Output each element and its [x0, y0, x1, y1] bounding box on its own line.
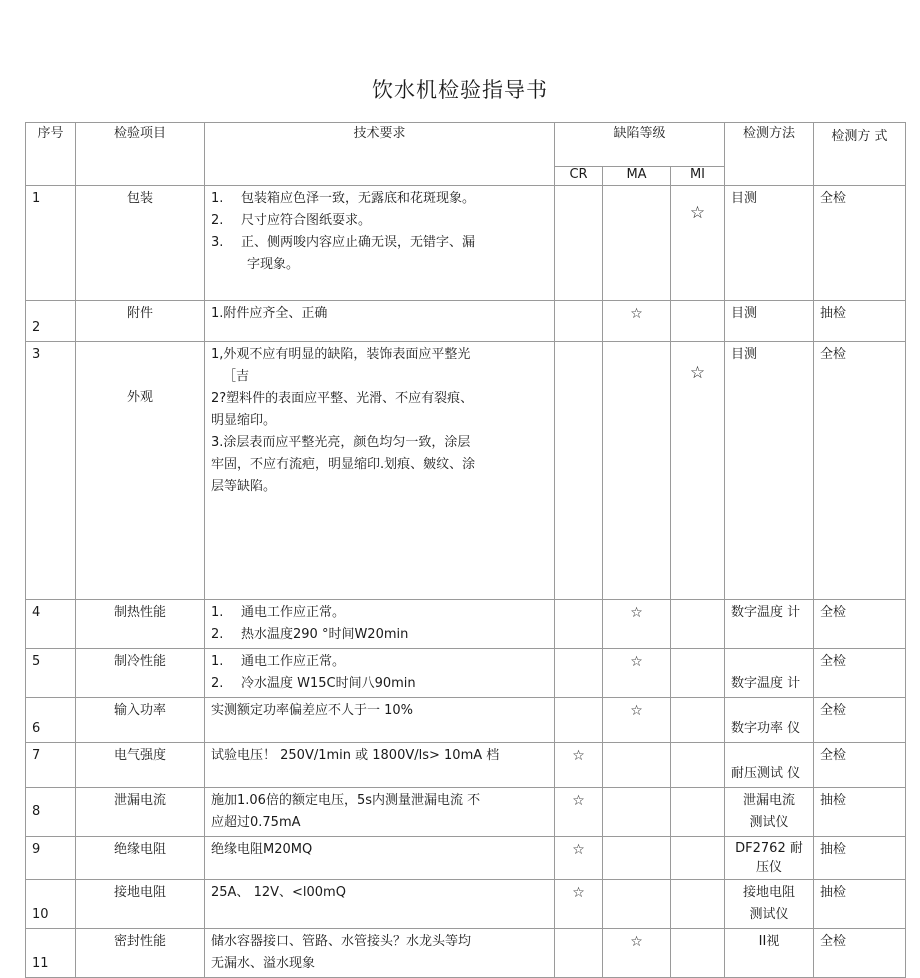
table-row [26, 186, 906, 301]
requirement-text: 正、侧两唆内容应止确无误，无错字、漏 [241, 235, 476, 250]
mode-cell: 全检 [814, 600, 906, 649]
inspection-item: 绝缘电阻 [76, 837, 205, 880]
mode-cell: 抽检 [814, 837, 906, 880]
ma-cell [603, 743, 671, 788]
method-cell: 目测 [725, 301, 814, 342]
mode-cell: 全检 [814, 698, 906, 743]
row-number-text: 10 [32, 907, 49, 922]
method-text: 测试仪 [749, 815, 789, 830]
requirement-text: 应超过0.75mA [211, 815, 301, 830]
list-number: 2. [211, 213, 224, 228]
cr-cell [555, 698, 603, 743]
table-row [26, 929, 906, 978]
mi-cell [671, 600, 725, 649]
cr-cell [555, 600, 603, 649]
ma-cell [603, 649, 671, 698]
header-item: 检验项目 [76, 123, 205, 186]
ma-cell [603, 698, 671, 743]
list-number: 1. [211, 654, 224, 669]
inspection-item: 制热性能 [76, 600, 205, 649]
inspection-item [76, 342, 205, 600]
requirement-cell [205, 186, 555, 301]
method-text: 接地电阻 [742, 885, 795, 900]
inspection-item: 密封性能 [76, 929, 205, 978]
star-icon: ☆ [630, 934, 643, 950]
requirement-cell [205, 788, 555, 837]
method-cell: 数字温度 计 [725, 600, 814, 649]
header-method: 检测方法 [725, 123, 814, 186]
header-ma: MA [603, 167, 671, 186]
cr-cell [555, 929, 603, 978]
inspection-item: 接地电阻 [76, 880, 205, 929]
requirement-text: 牢固，不应冇流疤，明显缩印.划痕、皴纹、涂 [211, 457, 476, 472]
row-number: 3 [26, 342, 76, 600]
ma-cell [603, 600, 671, 649]
ma-cell [603, 788, 671, 837]
row-number: 7 [26, 743, 76, 788]
table-row [26, 600, 906, 649]
list-number: 3. [211, 235, 224, 250]
row-number: 9 [26, 837, 76, 880]
mi-cell [671, 880, 725, 929]
mi-cell [671, 698, 725, 743]
requirement-text: 冷水温度 W15C时间八90min [241, 676, 416, 691]
mi-cell [671, 342, 725, 600]
mode-cell: 全检 [814, 342, 906, 600]
cr-cell [555, 301, 603, 342]
cr-cell [555, 788, 603, 837]
method-cell [725, 788, 814, 837]
requirement-text: 绝缘电阻M20MQ [205, 837, 555, 880]
method-cell [725, 743, 814, 788]
row-number [26, 788, 76, 837]
header-mode: 检测方 式 [814, 123, 906, 186]
inspection-item: 包装 [76, 186, 205, 301]
cr-cell [555, 880, 603, 929]
row-number [26, 301, 76, 342]
row-number-text: 2 [32, 320, 41, 335]
header-no: 序号 [26, 123, 76, 186]
inspection-item: 制冷性能 [76, 649, 205, 698]
row-number: 4 [26, 600, 76, 649]
header-defect-level: 缺陷等级 [555, 123, 725, 167]
requirement-cell [205, 649, 555, 698]
star-icon: ☆ [572, 748, 585, 764]
inspection-table [25, 122, 906, 978]
inspection-item: 泄漏电流 [76, 788, 205, 837]
table-row [26, 837, 906, 880]
requirement-text: 无漏水、溢水现象 [211, 956, 316, 971]
list-number: 2. [211, 676, 224, 691]
table-row [26, 649, 906, 698]
requirement-cell [205, 342, 555, 600]
table-row [26, 342, 906, 600]
method-cell [725, 698, 814, 743]
table-row [26, 698, 906, 743]
table-row [26, 743, 906, 788]
row-number [26, 929, 76, 978]
requirement-text: 通电工作应正常。 [241, 605, 346, 620]
star-icon: ☆ [630, 306, 643, 322]
star-icon: ☆ [572, 842, 585, 858]
requirement-text: 施加1.06倍的额定电压，5s内测量泄漏电流 不 [211, 793, 481, 808]
cr-cell [555, 649, 603, 698]
inspection-item: 输入功率 [76, 698, 205, 743]
requirement-cell [205, 929, 555, 978]
row-number [26, 880, 76, 929]
mode-cell: 抽检 [814, 880, 906, 929]
mode-cell: 全检 [814, 186, 906, 301]
mi-cell [671, 837, 725, 880]
method-text: 测试仪 [749, 907, 789, 922]
requirement-cell [205, 600, 555, 649]
list-number: 1. [211, 605, 224, 620]
mode-cell: 全检 [814, 929, 906, 978]
row-number [26, 698, 76, 743]
requirement-text: 实测额定功率偏差应不人于一 10% [205, 698, 555, 743]
ma-cell [603, 301, 671, 342]
cr-cell [555, 837, 603, 880]
requirement-text: 2?塑料件的表面应平整、光滑、不应有裂痕、 [211, 391, 474, 406]
row-number-text: 8 [32, 804, 41, 819]
cr-cell [555, 186, 603, 301]
method-text: 压仪 [755, 860, 782, 875]
star-icon: ☆ [630, 654, 643, 670]
star-icon: ☆ [630, 605, 643, 621]
header-cr: CR [555, 167, 603, 186]
mi-cell [671, 186, 725, 301]
mode-cell: 全检 [814, 649, 906, 698]
requirement-text: 热水温度290 °时间W20min [241, 627, 409, 642]
method-cell: II视 [725, 929, 814, 978]
requirement-text: 1.附件应齐全、正确 [205, 301, 555, 342]
row-number: 5 [26, 649, 76, 698]
ma-cell [603, 837, 671, 880]
row-number-text: 11 [32, 956, 49, 971]
inspection-item: 附件 [76, 301, 205, 342]
inspection-item: 电气强度 [76, 743, 205, 788]
mode-cell: 抽检 [814, 788, 906, 837]
requirement-text: 试验电压！ 250V/1min 或 1800V/ls> 10mA 档 [205, 743, 555, 788]
requirement-text: 25A、 12V、<l00mQ [205, 880, 555, 929]
table-row [26, 788, 906, 837]
ma-cell [603, 186, 671, 301]
list-number: 1. [211, 191, 224, 206]
mi-cell [671, 301, 725, 342]
method-text: 泄漏电流 [742, 793, 795, 808]
document-title: 饮水机检验指导书 [372, 78, 548, 102]
mi-cell [671, 788, 725, 837]
ma-cell [603, 880, 671, 929]
star-icon: ☆ [689, 363, 706, 383]
table-row [26, 301, 906, 342]
cr-cell [555, 743, 603, 788]
method-text: 数字温度 计 [731, 676, 801, 691]
requirement-text: 通电工作应正常。 [241, 654, 346, 669]
method-cell [725, 649, 814, 698]
requirement-text: 3.涂层表而应平整光亮，颜色均匀一致，涂层 [211, 435, 471, 450]
cr-cell [555, 342, 603, 600]
requirement-text: 层等缺陷。 [211, 479, 277, 494]
method-text: 耐压测试 仪 [731, 766, 801, 781]
mi-cell [671, 929, 725, 978]
method-text: DF2762 耐 [735, 841, 803, 856]
method-cell: 目测 [725, 342, 814, 600]
mode-cell: 全检 [814, 743, 906, 788]
header-mi: MI [671, 167, 725, 186]
star-icon: ☆ [572, 885, 585, 901]
mi-cell [671, 649, 725, 698]
star-icon: ☆ [689, 203, 706, 223]
header-requirement: 技术要求 [205, 123, 555, 186]
star-icon: ☆ [630, 703, 643, 719]
row-number: 1 [26, 186, 76, 301]
inspection-item-text: 外观 [126, 390, 153, 405]
method-text: 数字功率 仪 [731, 721, 801, 736]
table-row [26, 880, 906, 929]
method-cell [725, 880, 814, 929]
star-icon: ☆ [572, 793, 585, 809]
method-cell [725, 837, 814, 880]
mode-cell: 抽检 [814, 301, 906, 342]
mi-cell [671, 743, 725, 788]
requirement-text: ［吉 [223, 369, 250, 384]
requirement-text: 储水容器接口、管路、水管接头？水龙头等均 [211, 934, 472, 949]
requirement-text: 字现象。 [247, 257, 300, 272]
requirement-text: 包装箱应色泽一致，无露底和花斑现象。 [241, 191, 476, 206]
method-cell: 目测 [725, 186, 814, 301]
requirement-text: 明显缩印。 [211, 413, 277, 428]
ma-cell [603, 929, 671, 978]
ma-cell [603, 342, 671, 600]
row-number-text: 6 [32, 721, 41, 736]
requirement-text: 尺寸应符合图纸耍求。 [241, 213, 372, 228]
requirement-text: 1,外观不应有明显的缺陷，装饰表面应平整光 [211, 347, 471, 362]
list-number: 2. [211, 627, 224, 642]
